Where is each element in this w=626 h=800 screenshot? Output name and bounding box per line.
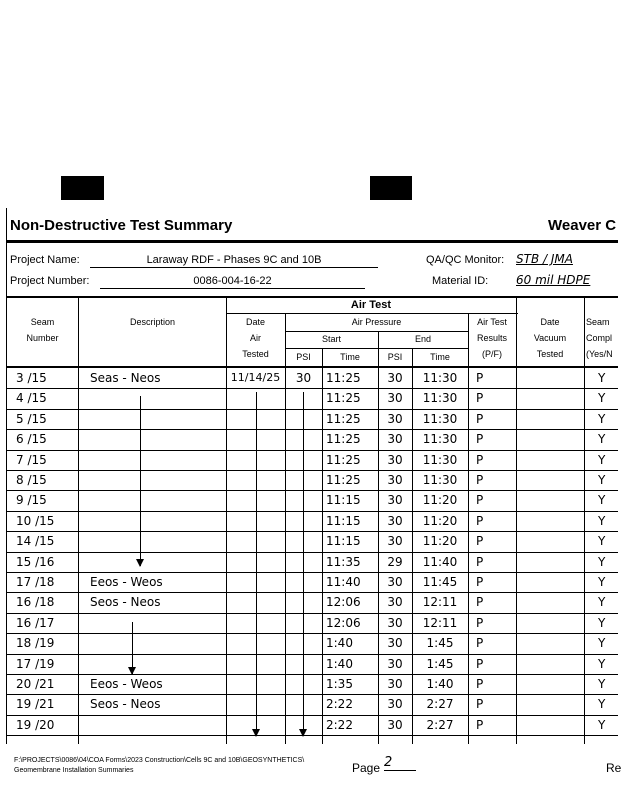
cell-complete: Y — [598, 493, 606, 508]
col-vacuum-right — [584, 297, 585, 744]
cell-result: P — [476, 717, 484, 732]
project-number-value: 0086-004-16-22 — [100, 275, 365, 289]
cell-psi-end: 30 — [387, 697, 403, 712]
row-divider — [6, 388, 618, 389]
cell-seam: 10 /15 — [16, 513, 55, 528]
cell-desc: Seas - Neos — [90, 371, 161, 385]
header-air-pressure: Air Pressure — [351, 317, 402, 327]
company-name: Weaver C — [548, 217, 617, 234]
cell-seam: 5 /15 — [16, 411, 47, 426]
cell-complete: Y — [598, 411, 606, 426]
table-left-border — [6, 208, 7, 744]
cell-desc: Eeos - Weos — [90, 677, 163, 691]
cell-complete: Y — [598, 473, 606, 487]
cell-time-end: 12:11 — [422, 595, 458, 610]
cell-desc: Seos - Neos — [90, 697, 161, 712]
cell-seam: 19 /20 — [16, 717, 55, 732]
cell-result: P — [476, 636, 484, 651]
cell-time-start: 12:06 — [326, 595, 361, 610]
cell-psi-end: 30 — [387, 656, 403, 671]
header-start: Start — [321, 334, 341, 344]
cell-complete: Y — [598, 615, 606, 630]
header-description: Description — [129, 317, 176, 327]
cell-complete: Y — [598, 513, 606, 528]
cell-time-end: 11:30 — [422, 452, 458, 467]
cell-psi-end: 30 — [387, 636, 403, 651]
cell-desc: Eeos - Weos — [90, 575, 163, 589]
header-time-start: Time — [340, 352, 360, 362]
cell-psi-end: 29 — [387, 554, 403, 569]
cell-complete: Y — [598, 554, 606, 569]
cell-time-end: 11:30 — [422, 371, 458, 385]
cell-psi-end: 30 — [387, 534, 403, 549]
cell-seam: 6 /15 — [16, 432, 47, 447]
cell-result: P — [476, 595, 484, 610]
cell-time-end: 11:20 — [422, 513, 458, 528]
header-psi-end: PSI — [387, 352, 403, 362]
cell-result: P — [476, 615, 484, 630]
cell-time-end: 11:30 — [422, 432, 458, 447]
cell-result: P — [476, 371, 484, 385]
cell-result: P — [476, 697, 484, 712]
cell-complete: Y — [598, 452, 606, 467]
cell-date: 11/14/25 — [230, 371, 281, 384]
col-end-right — [468, 314, 469, 744]
footer-right-text: Re — [606, 761, 622, 775]
cell-time-start: 11:25 — [326, 411, 361, 426]
cell-time-start: 2:22 — [326, 697, 353, 712]
header-psi-start: PSI — [296, 352, 311, 362]
cell-result: P — [476, 452, 484, 467]
cell-psi-end: 30 — [387, 371, 403, 385]
header-seam: Seam Number — [26, 317, 59, 343]
cell-complete: Y — [598, 371, 606, 385]
cell-time-start: 1:35 — [326, 677, 353, 691]
cell-seam: 7 /15 — [16, 452, 47, 467]
header-time-end: Time — [430, 352, 450, 362]
cell-result: P — [476, 493, 484, 508]
row-divider — [6, 511, 618, 512]
cell-time-end: 1:40 — [426, 677, 454, 691]
row-divider — [6, 552, 618, 553]
cell-time-end: 1:45 — [426, 636, 454, 651]
cell-seam: 17 /19 — [16, 656, 55, 671]
cell-result: P — [476, 534, 484, 549]
ditto-arrow-psi — [303, 392, 304, 736]
cell-time-end: 11:20 — [422, 493, 458, 508]
cell-time-end: 2:27 — [426, 717, 454, 732]
row-divider — [6, 429, 618, 430]
cell-time-start: 11:15 — [326, 534, 361, 549]
cell-time-start: 11:15 — [326, 513, 361, 528]
cell-seam: 3 /15 — [16, 371, 47, 385]
col-desc-right — [226, 297, 227, 744]
material-id-value: 60 mil HDPE — [516, 273, 591, 287]
project-name-label: Project Name: — [10, 254, 80, 266]
cell-time-start: 12:06 — [326, 615, 361, 630]
ditto-arrow-description-1 — [140, 396, 141, 566]
cell-time-start: 2:22 — [326, 717, 353, 732]
cell-psi-end: 30 — [387, 452, 403, 467]
cell-seam: 9 /15 — [16, 493, 47, 508]
cell-time-start: 1:40 — [326, 636, 353, 651]
material-id-label: Material ID: — [432, 275, 489, 287]
row-divider — [6, 470, 618, 471]
cell-seam: 15 /16 — [16, 554, 55, 569]
qa-monitor-value: STB / JMA — [516, 252, 573, 266]
row-divider — [6, 633, 618, 634]
row-divider — [6, 654, 618, 655]
cell-complete: Y — [598, 677, 606, 691]
cell-psi-end: 30 — [387, 717, 403, 732]
cell-time-start: 11:25 — [326, 371, 361, 385]
cell-complete: Y — [598, 717, 606, 732]
cell-result: P — [476, 411, 484, 426]
cell-psi-end: 30 — [387, 391, 403, 406]
cell-psi-end: 30 — [387, 575, 403, 589]
row-divider — [6, 450, 618, 451]
cell-complete: Y — [598, 534, 606, 549]
cell-psi-end: 30 — [387, 411, 403, 426]
header-bottom-line — [6, 366, 618, 368]
qa-monitor-label: QA/QC Monitor: — [426, 254, 505, 266]
cell-seam: 20 /21 — [16, 677, 55, 691]
cell-psi-end: 30 — [387, 432, 403, 447]
footer-file-path: F:\PROJECTS\0086\04\COA Forms\2023 Construction\Cells 9C and 10B\GEOSYNTHETICS\ Geomembrane Installation Summaries — [14, 757, 305, 774]
header-results: Air Test Results (P/F) — [476, 317, 507, 359]
page-label: Page — [352, 761, 381, 775]
cell-complete: Y — [598, 391, 606, 406]
ditto-arrow-description-2 — [132, 622, 133, 674]
cell-complete: Y — [598, 595, 606, 610]
cell-time-end: 11:40 — [422, 554, 458, 569]
cell-result: P — [476, 391, 484, 406]
cell-desc: Seos - Neos — [90, 595, 161, 610]
cell-seam: 18 /19 — [16, 636, 55, 651]
redaction-bar-left — [61, 176, 104, 200]
cell-time-start: 11:25 — [326, 432, 361, 447]
cell-psi-end: 30 — [387, 493, 403, 508]
row-divider — [6, 490, 618, 491]
row-divider — [6, 735, 618, 736]
cell-seam: 19 /21 — [16, 697, 55, 712]
cell-result: P — [476, 513, 484, 528]
ditto-arrow-date — [256, 392, 257, 736]
cell-seam: 8 /15 — [16, 473, 47, 487]
cell-psi-start: 30 — [295, 371, 312, 385]
cell-complete: Y — [598, 636, 606, 651]
cell-time-start: 1:40 — [326, 656, 353, 671]
cell-time-start: 11:25 — [326, 452, 361, 467]
cell-psi-end: 30 — [387, 677, 403, 691]
cell-complete: Y — [598, 432, 606, 447]
cell-seam: 14 /15 — [16, 534, 55, 549]
row-divider — [6, 715, 618, 716]
project-number-label: Project Number: — [10, 275, 90, 287]
cell-time-end: 11:20 — [422, 534, 458, 549]
header-date-vacuum: Date Vacuum Tested — [533, 317, 567, 359]
cell-seam: 4 /15 — [16, 391, 47, 406]
title-rule — [6, 240, 618, 243]
page-number: 2 — [384, 755, 416, 771]
cell-time-start: 11:15 — [326, 493, 361, 508]
cell-psi-end: 30 — [387, 615, 403, 630]
cell-seam: 17 /18 — [16, 575, 55, 589]
cell-time-end: 11:30 — [422, 411, 458, 426]
cell-result: P — [476, 473, 484, 487]
cell-time-end: 12:11 — [422, 615, 458, 630]
cell-result: P — [476, 554, 484, 569]
cell-time-end: 2:27 — [426, 697, 454, 712]
cell-time-start: 11:25 — [326, 391, 361, 406]
cell-time-end: 1:45 — [426, 656, 454, 671]
cell-result: P — [476, 575, 484, 589]
cell-seam: 16 /17 — [16, 615, 55, 630]
project-name-value: Laraway RDF - Phases 9C and 10B — [90, 254, 378, 268]
header-date-air: Date Air Tested — [242, 317, 269, 359]
cell-time-start: 11:35 — [326, 554, 361, 569]
cell-time-start: 11:25 — [326, 473, 361, 487]
cell-result: P — [476, 656, 484, 671]
cell-psi-end: 30 — [387, 513, 403, 528]
cell-seam: 16 /18 — [16, 595, 55, 610]
redaction-bar-right — [370, 176, 412, 200]
cell-psi-end: 30 — [387, 595, 403, 610]
col-result-right — [516, 297, 517, 744]
cell-result: P — [476, 432, 484, 447]
col-seam-right — [78, 297, 79, 744]
cell-time-end: 11:30 — [422, 391, 458, 406]
cell-complete: Y — [598, 656, 606, 671]
cell-time-start: 11:40 — [326, 575, 361, 589]
cell-result: P — [476, 677, 484, 691]
header-air-test: Air Test — [350, 299, 392, 311]
header-seam-complete: Seam Compl (Yes/N — [586, 317, 613, 359]
cell-complete: Y — [598, 697, 606, 712]
cell-time-end: 11:45 — [422, 575, 458, 589]
cell-psi-end: 30 — [387, 473, 403, 487]
cell-time-end: 11:30 — [422, 473, 458, 487]
row-divider — [6, 613, 618, 614]
document-title: Non-Destructive Test Summary — [10, 217, 233, 234]
cell-complete: Y — [598, 575, 606, 589]
row-divider — [6, 409, 618, 410]
header-end: End — [414, 334, 431, 344]
row-divider — [6, 531, 618, 532]
